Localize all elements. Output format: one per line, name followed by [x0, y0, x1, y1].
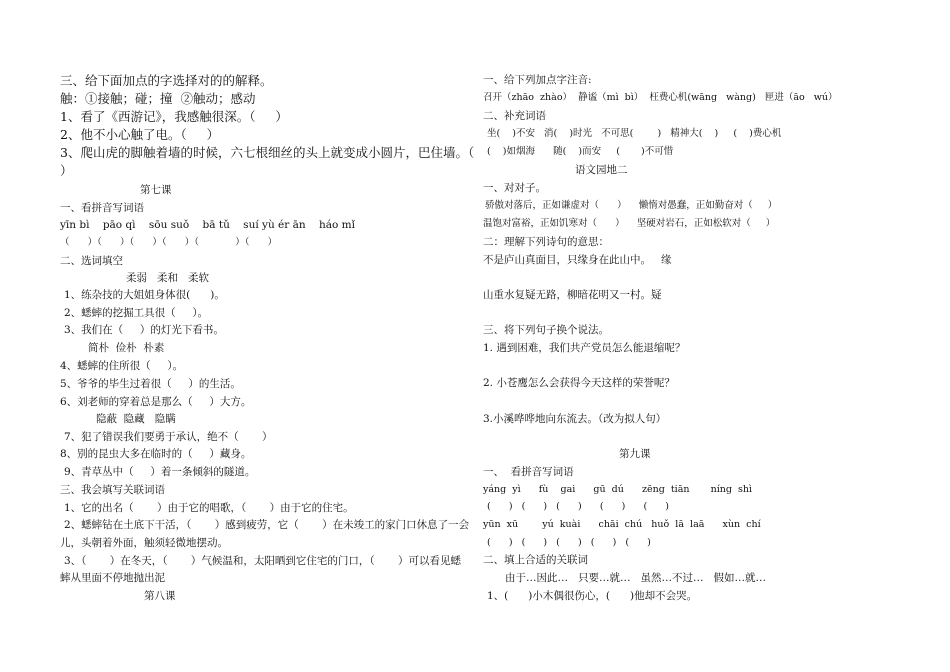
- question-line: 9、青草丛中（ ）着一条倾斜的隧道。: [64, 466, 256, 478]
- question-line: 3、爬山虎的脚触着墙的时候，六七根细丝的头上就变成小圆片，巴住墙。（: [60, 145, 475, 160]
- rewrite-sentence: 1. 遇到困难，我们共产党员怎么能退缩呢？: [483, 342, 686, 354]
- question-line: 1、它的出名（ ）由于它的唱歌，（ ）由于它的住宅。: [64, 502, 354, 514]
- couplet-line: 温饱对富裕，正如饥寒对（ ） 坚硬对岩石，正如松软对（ ）: [483, 218, 776, 229]
- couplet-line: 骄傲对落后，正如谦虚对（ ） 懒惰对愚蠢，正如勤奋对（ ）: [485, 200, 778, 211]
- question-line: 3、（ ）在冬天，（ ）气候温和，太阳晒到它住宅的门口，（ ）可以看见蟋: [64, 555, 462, 567]
- question-line: 8、别的昆虫大多在临时的（ ）藏身。: [60, 448, 252, 460]
- question-line: 1、看了《西游记》，我感触很深。（ ）: [60, 109, 288, 124]
- section-heading: 二、填上合适的关联词: [483, 554, 588, 566]
- answer-blanks-line: ( ) ( ) ( ) ( ) ( ): [487, 537, 651, 548]
- rewrite-sentence: 3.小溪哗哗地向东流去。（改为拟人句）: [483, 413, 667, 425]
- answer-blanks-line: （ ）（ ）（ ）（ ）（ ）（ ）: [60, 237, 278, 248]
- question-line: 4、蟋蟀的住所很（ ）。: [60, 360, 184, 372]
- pinyin-line: yūn xū yú kuài chāi chú huǒ lā laā xùn chí: [483, 519, 761, 530]
- conjunction-choices: 由于…因此… 只要…就… 虽然…不过… 假如…就…: [505, 572, 767, 584]
- pinyin-line: yīn bì pāo qì sōu suǒ bā tǔ suí yù ér ān háo mǐ: [60, 219, 355, 231]
- question-line: 6、刘老师的穿着总是那么（ ）大方。: [60, 396, 252, 408]
- section-heading: 一、看拼音写词语: [60, 202, 144, 214]
- section-heading: 三、将下列句子换个说法。: [483, 324, 609, 336]
- fill-words-line: ( )如烟海 随( )而安 ( )不可惜: [487, 146, 674, 157]
- section-heading: 二、选词填空: [60, 255, 123, 267]
- poem-line: 山重水复疑无路，柳暗花明又一村。疑: [483, 289, 662, 301]
- question-line: 2、蟋蟀的挖掘工具很（ ）。: [64, 307, 209, 319]
- word-choices: 简朴 俭朴 朴素: [88, 342, 165, 354]
- fill-words-line: 坐( )不安 消( )时光 不可思( ) 精神大( ) ( )费心机: [487, 128, 782, 139]
- lesson-title: 第八课: [144, 590, 176, 602]
- section-heading: 二、补充词语: [483, 110, 546, 122]
- answer-blanks-line: ( ) ( ) ( ) ( ) ( ): [487, 501, 670, 512]
- question-line: 7、犯了错误我们要勇于承认，绝不（ ）: [64, 431, 273, 443]
- unit-title: 语文园地二: [575, 164, 628, 176]
- section-heading: 一、给下列加点字注音:: [483, 74, 592, 86]
- word-choices: 隐蔽 隐藏 隐瞒: [96, 413, 176, 425]
- rewrite-sentence: 2. 小苍鹰怎么会获得今天这样的荣誉呢？: [483, 377, 675, 389]
- pinyin-choice-line: 召开（zhāo zhào） 静谧（mì bì） 枉费心机(wāng wàng) 匣进（āo wú）: [483, 92, 838, 103]
- question-line-continued: 儿，头朝着外面，触须轻微地摆动。: [60, 537, 228, 549]
- question-line: 3、我们在（ ）的灯光下看书。: [64, 324, 224, 336]
- poem-line: 不是庐山真面目，只缘身在此山中。 缘: [483, 254, 672, 266]
- question-line: 1、( )小木偶很伤心，( )他却不会哭。: [487, 590, 698, 602]
- lesson-title: 第九课: [619, 448, 651, 460]
- question-line: 2、他不小心触了电。（ ）: [60, 127, 220, 142]
- question-line: 2、蟋蟀钻在土底下干活，（ ）感到疲劳，它（ ）在未竣工的家门口休息了一会: [64, 519, 470, 531]
- question-line: 1、练杂技的大姐姐身体很( )。: [64, 289, 225, 301]
- question-line-continued: 蟀从里面不停地抛出泥: [60, 572, 165, 584]
- lesson-title: 第七课: [140, 184, 172, 196]
- section-heading: 三、我会填写关联词语: [60, 484, 165, 496]
- section-heading: 二：理解下列诗句的意思：: [483, 236, 609, 248]
- definition-line: 触：①接触；碰；撞 ②触动；感动: [60, 91, 256, 106]
- question-line-continued: ）: [60, 163, 73, 178]
- pinyin-line: yáng yì fù gai gū dú zēng tiān níng shì: [483, 484, 753, 495]
- section-heading: 一、 看拼音写词语: [483, 466, 574, 478]
- section-heading: 一、对对子。: [483, 182, 546, 194]
- question-line: 5、爷爷的毕生过着很（ ）的生活。: [60, 378, 241, 390]
- section-heading: 三、给下面加点的字选择对的的解释。: [60, 73, 273, 88]
- word-choices: 柔弱 柔和 柔软: [126, 272, 210, 284]
